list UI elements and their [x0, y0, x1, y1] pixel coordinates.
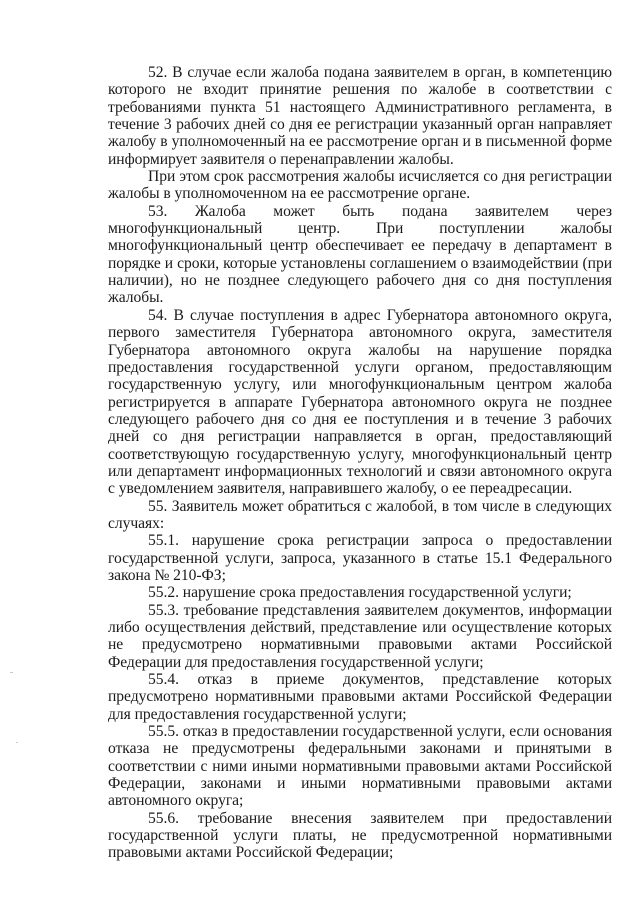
paragraph-53: 53. Жалоба может быть подана заявителем через многофункциональный центр. При поступлении жалобы многофункциональный центр обеспечивает ее передачу в департамент в порядке и сроки, которые установлены соглашением о взаимодействии (при наличии), но не позднее следующего рабочего дня со дня поступления жалобы. — [108, 202, 612, 307]
paragraph-55-1: 55.1. нарушение срока регистрации запроса о предоставлении государственной услуги, запроса, указанного в статье 15.1 Федерального закона № 210-ФЗ; — [108, 532, 612, 584]
paragraph-55-5: 55.5. отказ в предоставлении государственной услуги, если основания отказа не предусмотрены федеральными законами и принятыми в соответствии с ними иными нормативными правовыми актами Российской Федерации, законами и иными нормативными правовыми актами автономного округа; — [108, 723, 612, 810]
scan-mark — [10, 672, 13, 673]
document-body — [108, 64, 612, 862]
paragraph-55-3: 55.3. требование представления заявителем документов, информации либо осуществления действий, представление или осуществление которых не предусмотрено нормативными правовыми актами Российской Федерации для предоставления государственной услуги; — [108, 601, 612, 671]
paragraph-55-6: 55.6. требование внесения заявителем при предоставлении государственной услуги платы, не предусмотренной нормативными правовыми актами Российской Федерации; — [108, 809, 612, 862]
paragraph-55: 55. Заявитель может обратиться с жалобой, в том числе в следующих случаях: — [108, 497, 612, 532]
paragraph-54: 54. В случае поступления в адрес Губернатора автономного округа, первого заместителя Губернатора автономного округа, заместителя Губернатора автономного округа жалобы на нарушение порядка предоставления государственной услуги органом, предоставляющим государственную услугу, или многофункциональным центром жалоба регистрируется в аппарате Губернатора автономного округа не позднее следующего рабочего дня со дня ее поступления и в течение 3 рабочих дней со дня регистрации направляется в орган, предоставляющий соответствующую государственную услугу, многофункциональный центр или департамент информационных технологий и связи автономного округа с уведомлением заявителя, направившего жалобу, о ее переадресации. — [108, 306, 612, 498]
paragraph-55-2: 55.2. нарушение срока предоставления государственной услуги; — [148, 584, 572, 602]
paragraph-52-note: При этом срок рассмотрения жалобы исчисляется со дня регистрации жалобы в уполномоченном на ее рассмотрение органе. — [108, 168, 612, 203]
paragraph-52: 52. В случае если жалоба подана заявителем в орган, в компетенцию которого не входит принятие решения по жалобе в соответствии с требованиями пункта 51 настоящего Административного регламента, в течение 3 рабочих дней со дня ее регистрации указанный орган направляет жалобу в уполномоченный на ее рассмотрение орган и в письменной форме информирует заявителя о перенаправлении жалобы. — [108, 64, 612, 168]
paragraph-55-4: 55.4. отказ в приеме документов, представление которых предусмотрено нормативными правовыми актами Российской Федерации для предоставления государственной услуги; — [108, 671, 612, 723]
scan-mark — [16, 742, 18, 743]
